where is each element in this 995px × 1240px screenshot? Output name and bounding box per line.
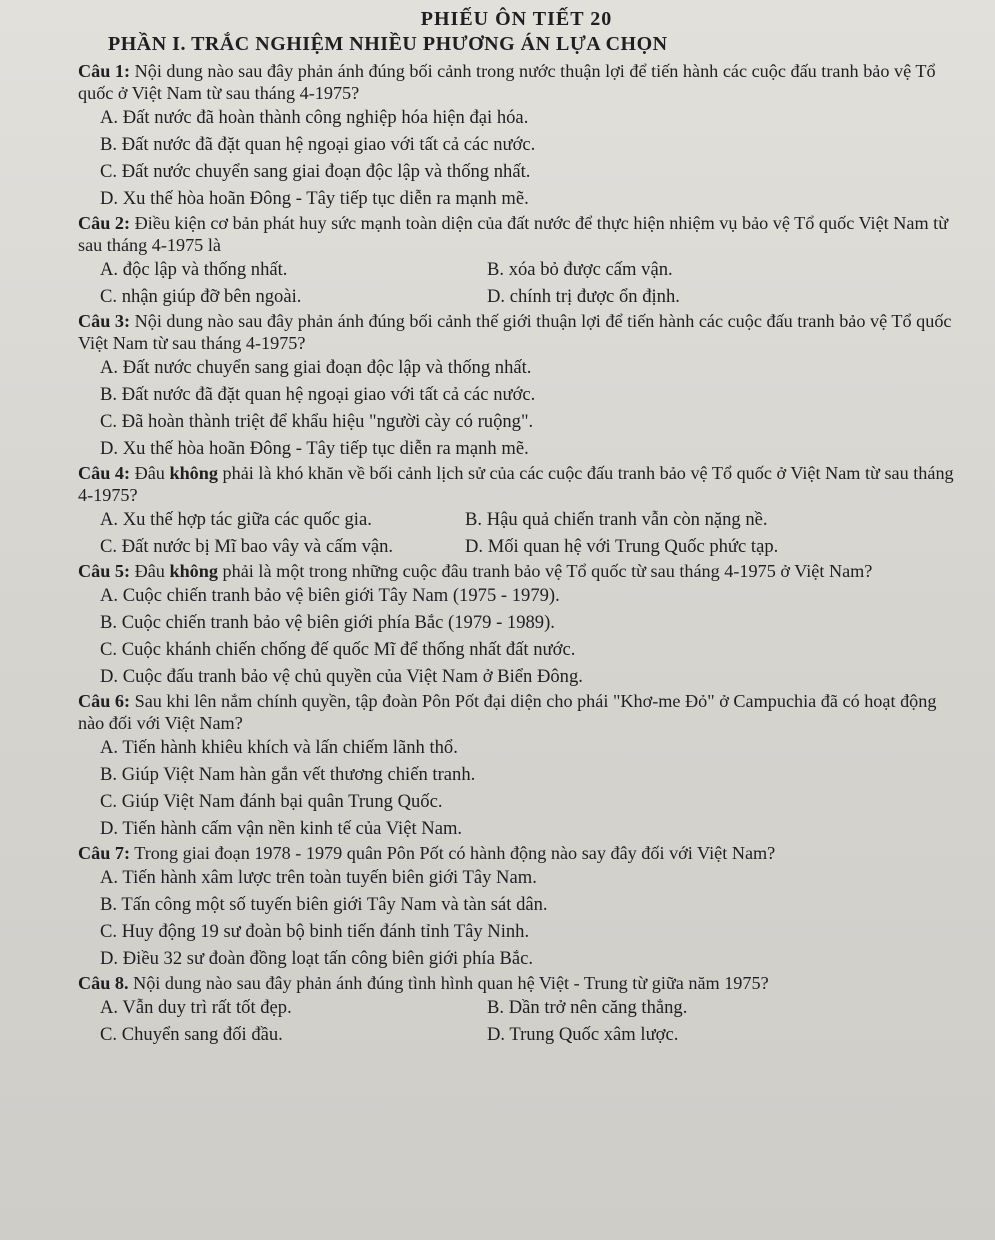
option-c: C. Giúp Việt Nam đánh bại quân Trung Quốc.: [100, 791, 443, 812]
option-a: A. Tiến hành xâm lược trên toàn tuyến biên giới Tây Nam.: [100, 867, 537, 888]
option-c: C. Huy động 19 sư đoàn bộ binh tiến đánh tỉnh Tây Ninh.: [100, 921, 530, 942]
question-1: [78, 60, 955, 212]
option-c: C. nhận giúp đỡ bên ngoài.: [100, 286, 302, 307]
worksheet-title: PHIẾU ÔN TIẾT 20: [420, 8, 613, 30]
question-stem: [78, 972, 955, 994]
question-number: Câu 6:: [78, 691, 131, 711]
question-6: [78, 690, 955, 842]
question-text: Điều kiện cơ bản phát huy sức mạnh toàn diện của đất nước để thực hiện nhiệm vụ bảo vệ Tổ quốc Việt Nam từ sau tháng 4-1975 là: [78, 213, 949, 255]
question-text: Nội dung nào sau đây phản ánh đúng bối cảnh trong nước thuận lợi để tiến hành các cuộc đấu tranh bảo vệ Tổ quốc ở Việt Nam từ sau tháng 4-1975?: [78, 61, 936, 103]
option-d: D. Trung Quốc xâm lược.: [487, 1024, 679, 1045]
question-stem: [78, 842, 955, 864]
option-d: D. Tiến hành cấm vận nền kinh tế của Việt Nam.: [100, 818, 463, 839]
option-d: D. Điều 32 sư đoàn đồng loạt tấn công biên giới phía Bắc.: [100, 948, 534, 969]
option-a: A. Đất nước chuyển sang giai đoạn độc lập và thống nhất.: [100, 357, 532, 378]
question-number: Câu 5:: [78, 561, 131, 581]
negation-word: không: [169, 463, 218, 483]
option-b: B. Đất nước đã đặt quan hệ ngoại giao với tất cả các nước.: [100, 134, 536, 155]
question-text: Nội dung nào sau đây phản ánh đúng bối cảnh thế giới thuận lợi để tiến hành các cuộc đấu tranh bảo vệ Tổ quốc Việt Nam từ sau tháng 4-1975?: [78, 311, 952, 353]
question-text: Sau khi lên nắm chính quyền, tập đoàn Pôn Pốt đại diện cho phái "Khơ-me Đỏ" ở Campuchia đã có hoạt động nào đối với Việt Nam?: [78, 691, 937, 733]
question-number: Câu 2:: [78, 213, 131, 233]
question-number: Câu 4:: [78, 463, 131, 483]
question-stem: [78, 462, 955, 506]
question-stem: [78, 60, 955, 104]
option-a: A. Tiến hành khiêu khích và lấn chiếm lãnh thổ.: [100, 737, 458, 758]
option-b: B. Dần trở nên căng thẳng.: [487, 997, 688, 1018]
option-b: B. Cuộc chiến tranh bảo vệ biên giới phía Bắc (1979 - 1989).: [100, 612, 555, 633]
question-2: [78, 212, 955, 310]
question-number: Câu 1:: [78, 61, 131, 81]
question-stem: [78, 690, 955, 734]
option-a: A. độc lập và thống nhất.: [100, 259, 288, 280]
question-stem: [78, 212, 955, 256]
option-d: D. Xu thế hòa hoãn Đông - Tây tiếp tục diễn ra mạnh mẽ.: [100, 438, 529, 459]
option-row: [100, 283, 955, 310]
option-b: B. xóa bỏ được cấm vận.: [487, 259, 673, 280]
question-8: [78, 972, 955, 1048]
option-row: [100, 506, 955, 533]
question-7: [78, 842, 955, 972]
option-c: C. Đất nước bị Mĩ bao vây và cấm vận.: [100, 536, 394, 557]
option-b: B. Hậu quả chiến tranh vẫn còn nặng nề.: [465, 509, 768, 530]
question-number: Câu 7:: [78, 843, 131, 863]
question-number: Câu 8.: [78, 973, 129, 993]
option-row: [100, 256, 955, 283]
option-d: D. Mối quan hệ với Trung Quốc phức tạp.: [465, 536, 779, 557]
option-row: [100, 533, 955, 560]
question-text: Nội dung nào sau đây phản ánh đúng tình hình quan hệ Việt - Trung từ giữa năm 1975?: [133, 973, 769, 993]
question-3: [78, 310, 955, 462]
option-b: B. Đất nước đã đặt quan hệ ngoại giao với tất cả các nước.: [100, 384, 536, 405]
question-stem: [78, 310, 955, 354]
option-c: C. Cuộc khánh chiến chống đế quốc Mĩ để thống nhất đất nước.: [100, 639, 576, 660]
negation-word: không: [169, 561, 218, 581]
question-prefix: Đâu: [134, 463, 165, 483]
option-a: A. Vẫn duy trì rất tốt đẹp.: [100, 997, 292, 1018]
question-stem: [78, 560, 955, 582]
option-a: A. Cuộc chiến tranh bảo vệ biên giới Tây Nam (1975 - 1979).: [100, 585, 560, 606]
option-b: B. Tấn công một số tuyến biên giới Tây Nam và tàn sát dân.: [100, 894, 548, 915]
option-d: D. Cuộc đấu tranh bảo vệ chủ quyền của Việt Nam ở Biển Đông.: [100, 666, 583, 687]
part-heading: PHẦN I. TRẮC NGHIỆM NHIỀU PHƯƠNG ÁN LỰA CHỌN: [108, 33, 668, 55]
option-b: B. Giúp Việt Nam hàn gắn vết thương chiến tranh.: [100, 764, 476, 785]
question-text: phải là một trong những cuộc đâu tranh bảo vệ Tổ quốc từ sau tháng 4-1975 ở Việt Nam?: [222, 561, 873, 581]
question-4: [78, 462, 955, 560]
option-row: [100, 1021, 955, 1048]
question-text: Trong giai đoạn 1978 - 1979 quân Pôn Pốt có hành động nào say đây đối với Việt Nam?: [134, 843, 776, 863]
option-c: C. Đã hoàn thành triệt để khẩu hiệu "người cày có ruộng".: [100, 411, 534, 432]
question-text: phải là khó khăn về bối cảnh lịch sử của các cuộc đấu tranh bảo vệ Tổ quốc ở Việt Nam từ sau tháng 4-1975?: [78, 463, 954, 505]
option-a: A. Đất nước đã hoàn thành công nghiệp hóa hiện đại hóa.: [100, 107, 529, 128]
option-c: C. Đất nước chuyển sang giai đoạn độc lập và thống nhất.: [100, 161, 531, 182]
option-d: D. chính trị được ổn định.: [487, 286, 680, 307]
option-row: [100, 994, 955, 1021]
question-prefix: Đâu: [134, 561, 165, 581]
question-number: Câu 3:: [78, 311, 131, 331]
question-5: [78, 560, 955, 690]
option-c: C. Chuyển sang đối đầu.: [100, 1024, 283, 1045]
option-a: A. Xu thế hợp tác giữa các quốc gia.: [100, 509, 372, 530]
option-d: D. Xu thế hòa hoãn Đông - Tây tiếp tục diễn ra mạnh mẽ.: [100, 188, 529, 209]
